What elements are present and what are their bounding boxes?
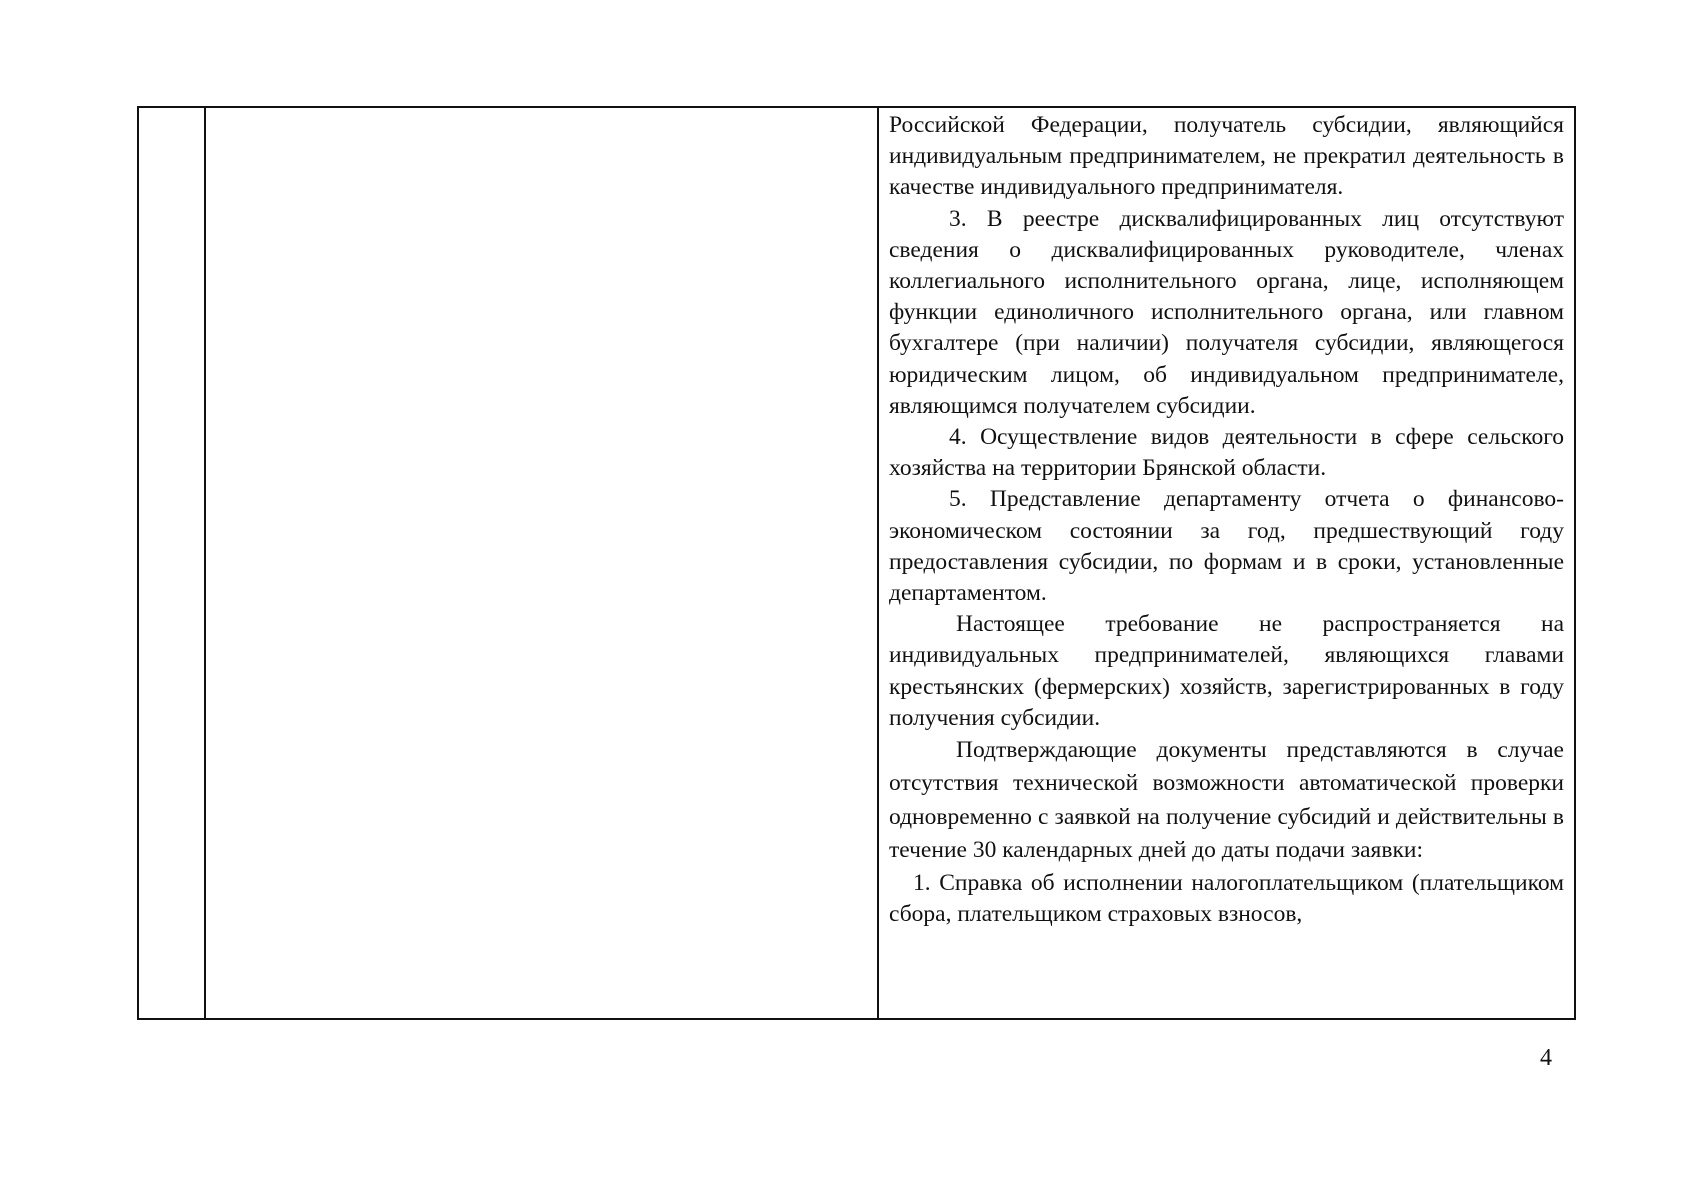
paragraph-supporting-documents: Подтверждающие документы представляются в случае отсутствия технической возможности автоматической проверки одновременно с заявкой на получение субсидий и действительны в течение 30 календарных дней до даты подачи заявки:	[889, 737, 1564, 864]
table-column-name	[206, 108, 879, 1018]
table-column-requirements	[879, 108, 1574, 1018]
paragraph-item-1-certificate: 1. Справка об исполнении налогоплательщиком (плательщиком сбора, плательщиком страховых взносов,	[889, 869, 1564, 927]
requirements-table	[137, 106, 1576, 1020]
paragraph-item-5: 5. Представление департаменту отчета о финансово-экономическом состоянии за год, предшествующий году предоставления субсидии, по формам и в сроки, установленные департаментом.	[889, 486, 1564, 607]
paragraph-item-3: 3. В реестре дисквалифицированных лиц отсутствуют сведения о дисквалифицированных руководителе, членах коллегиального исполнительного органа, лице, исполняющем функции единоличного исполнительного органа, или главном бухгалтере (при наличии) получателя субсидии, являющегося юридическим лицом, об индивидуальном предпринимателе, являющимся получателем субсидии.	[889, 205, 1564, 419]
table-column-number	[139, 108, 206, 1018]
paragraph-item-4: 4. Осуществление видов деятельности в сфере сельского хозяйства на территории Брянской области.	[889, 424, 1564, 482]
paragraph-exception-note: Настоящее требование не распространяется на индивидуальных предпринимателей, являющихся главами крестьянских (фермерских) хозяйств, зарегистрированных в году получения субсидии.	[889, 611, 1564, 731]
paragraph-continuation: Российской Федерации, получатель субсидии, являющийся индивидуальным предпринимателем, не прекратил деятельность в качестве индивидуального предпринимателя.	[889, 112, 1564, 201]
page-number: 4	[1540, 1045, 1552, 1071]
